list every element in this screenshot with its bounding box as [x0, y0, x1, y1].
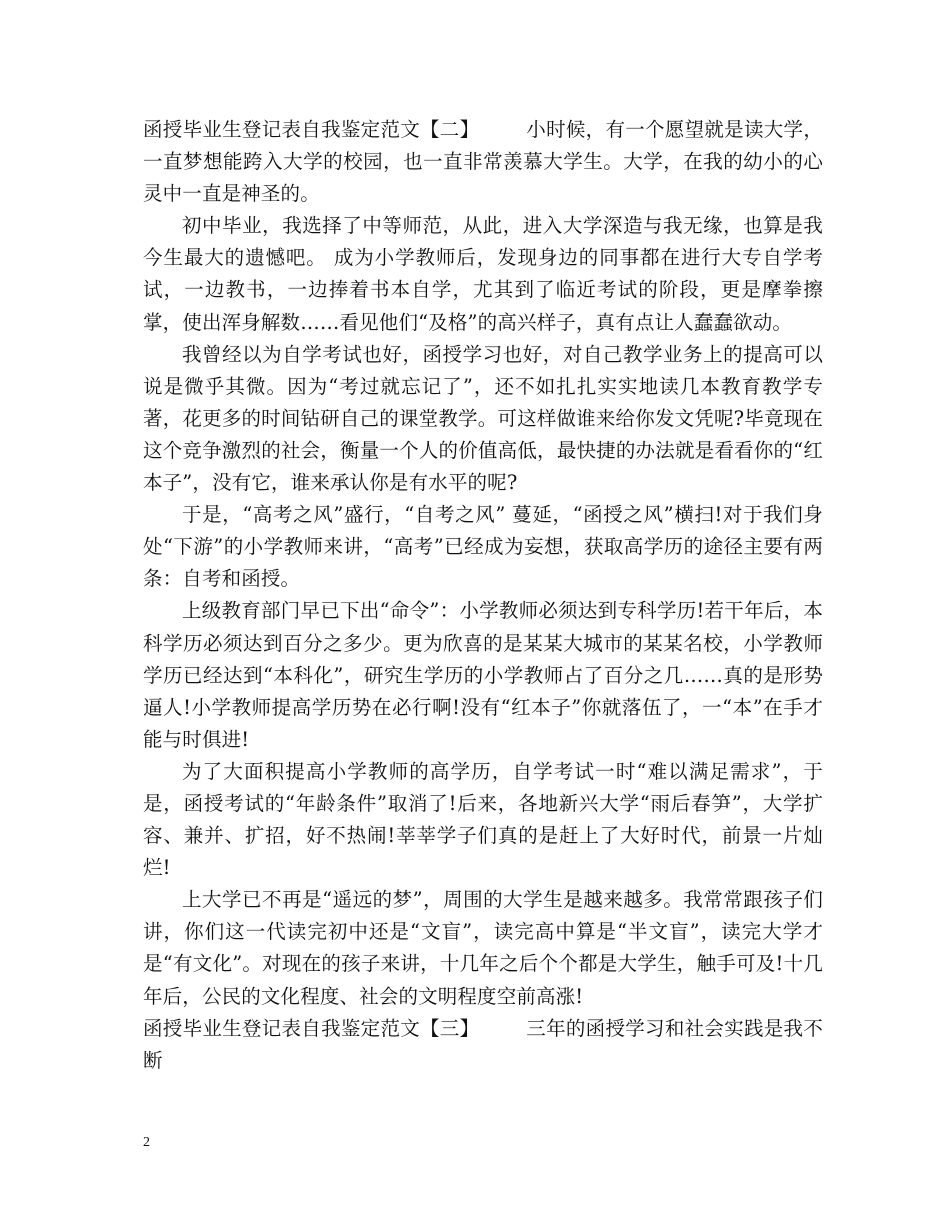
paragraph: 于是，“高考之风”盛行，“自考之风” 蔓延，“函授之风”横扫!对于我们身处“下游”的小学教师来讲，“高考”已经成为妄想，获取高学历的途径主要有两条：自考和函授。	[143, 503, 823, 591]
paragraph: 上级教育部门早已下出“命令”：小学教师必须达到专科学历!若干年后，本科学历必须达到百分之多少。更为欣喜的是某某大城市的某某名校，小学教师学历已经达到“本科化”，研究生学历的小学教师占了百分之几……真的是形势逼人!小学教师提高学历势在必行啊!没有“红本子”你就落伍了，一“本”在手才能与时俱进!	[143, 599, 823, 751]
section-2-heading: 函授毕业生登记表自我鉴定范文【二】	[143, 118, 480, 141]
section-2-block	[143, 114, 823, 210]
paragraph: 初中毕业，我选择了中等师范，从此，进入大学深造与我无缘，也算是我今生最大的遗憾吧。 成为小学教师后，发现身边的同事都在进行大专自学考试，一边教书，一边捧着书本自学，尤其到了临近考试的阶段，更是摩拳擦掌，使出浑身解数……看见他们“及格”的高兴样子，真有点让人蠢蠢欲动。	[143, 214, 823, 334]
paragraph: 上大学已不再是“遥远的梦”，周围的大学生是越来越多。我常常跟孩子们讲，你们这一代读完初中还是“文盲”，读完高中算是“半文盲”，读完大学才是“有文化”。对现在的孩子来讲，十几年之后个个都是大学生，触手可及!十几年后，公民的文化程度、社会的文明程度空前高涨!	[143, 888, 823, 1008]
section-3-heading: 函授毕业生登记表自我鉴定范文【三】	[143, 1016, 480, 1040]
paragraph: 我曾经以为自学考试也好，函授学习也好，对自己教学业务上的提高可以说是微乎其微。因为“考过就忘记了”，还不如扎扎实实地读几本教育教学专著，花更多的时间钻研自己的课堂教学。可这样做谁来给你发文凭呢?毕竟现在这个竞争激烈的社会，衡量一个人的价值高低，最快捷的办法就是看看你的“红本子”，没有它，谁来承认你是有水平的呢?	[143, 342, 823, 495]
section-3-block	[143, 1013, 823, 1077]
paragraph: 为了大面积提高小学教师的高学历，自学考试一时“难以满足需求”，于是，函授考试的“年龄条件”取消了!后来，各地新兴大学“雨后春笋”，大学扩容、兼并、扩招，好不热闹!莘莘学子们真的是赶上了大好时代，前景一片灿烂!	[143, 759, 823, 880]
section-2-intro: 小时候，有一个愿望就是读大学，一直梦想能跨入大学的校园，也一直非常羡慕大学生。大学，在我的幼小的心灵中一直是神圣的。	[143, 118, 823, 206]
section-3-intro: 三年的函授学习和社会实践是我不断	[143, 1016, 823, 1072]
document-body	[143, 114, 823, 1077]
page-number: 2	[143, 1135, 150, 1150]
